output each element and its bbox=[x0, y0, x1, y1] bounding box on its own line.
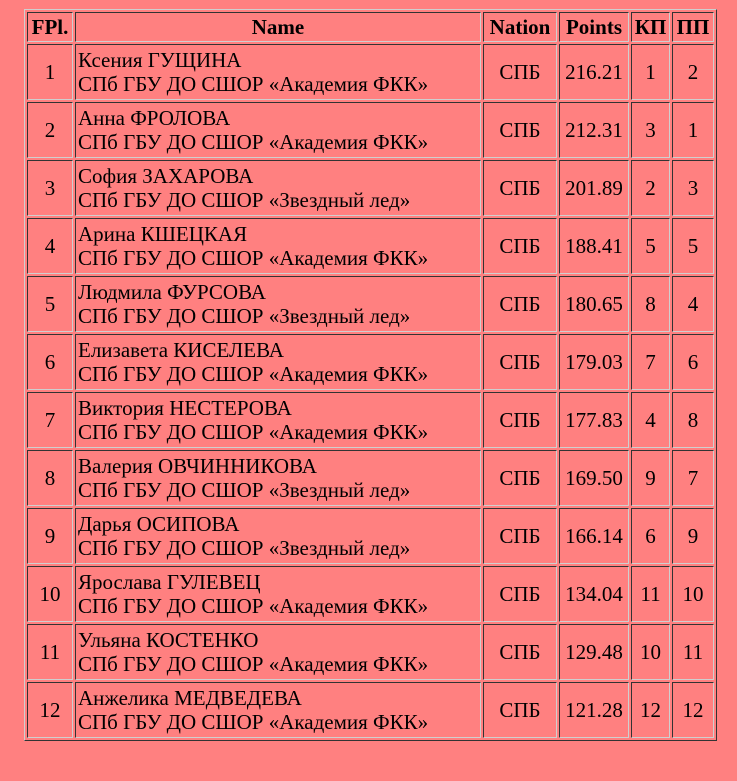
place-cell: 7 bbox=[27, 392, 73, 448]
name-cell bbox=[75, 624, 481, 680]
athlete-name: Анжелика МЕДВЕДЕВА bbox=[78, 686, 302, 710]
place-cell: 6 bbox=[27, 334, 73, 390]
table-row bbox=[27, 682, 714, 738]
club-name: СПб ГБУ ДО СШОР «Академия ФКК» bbox=[78, 362, 429, 386]
name-cell bbox=[75, 334, 481, 390]
nation-cell: СПБ bbox=[483, 44, 557, 100]
pp-cell: 5 bbox=[672, 218, 714, 274]
table-row bbox=[27, 566, 714, 622]
athlete-name: Арина КШЕЦКАЯ bbox=[78, 222, 248, 246]
points-cell: 166.14 bbox=[559, 508, 629, 564]
nation-cell: СПБ bbox=[483, 102, 557, 158]
points-cell: 180.65 bbox=[559, 276, 629, 332]
club-name: СПб ГБУ ДО СШОР «Академия ФКК» bbox=[78, 420, 429, 444]
points-cell: 212.31 bbox=[559, 102, 629, 158]
kp-cell: 9 bbox=[631, 450, 670, 506]
pp-cell: 4 bbox=[672, 276, 714, 332]
athlete-name: Валерия ОВЧИННИКОВА bbox=[78, 454, 317, 478]
pp-cell: 7 bbox=[672, 450, 714, 506]
club-name: СПб ГБУ ДО СШОР «Академия ФКК» bbox=[78, 710, 429, 734]
club-name: СПб ГБУ ДО СШОР «Академия ФКК» bbox=[78, 594, 429, 618]
points-cell: 201.89 bbox=[559, 160, 629, 216]
place-cell: 5 bbox=[27, 276, 73, 332]
kp-cell: 7 bbox=[631, 334, 670, 390]
place-cell: 2 bbox=[27, 102, 73, 158]
nation-cell: СПБ bbox=[483, 566, 557, 622]
pp-cell: 6 bbox=[672, 334, 714, 390]
kp-cell: 2 bbox=[631, 160, 670, 216]
pp-cell: 9 bbox=[672, 508, 714, 564]
kp-cell: 4 bbox=[631, 392, 670, 448]
place-cell: 10 bbox=[27, 566, 73, 622]
name-cell bbox=[75, 102, 481, 158]
nation-cell: СПБ bbox=[483, 508, 557, 564]
athlete-name: Ульяна КОСТЕНКО bbox=[78, 628, 259, 652]
table-row bbox=[27, 276, 714, 332]
table-row bbox=[27, 160, 714, 216]
name-cell bbox=[75, 392, 481, 448]
name-cell bbox=[75, 566, 481, 622]
club-name: СПб ГБУ ДО СШОР «Академия ФКК» bbox=[78, 130, 429, 154]
place-cell: 9 bbox=[27, 508, 73, 564]
points-cell: 188.41 bbox=[559, 218, 629, 274]
points-cell: 177.83 bbox=[559, 392, 629, 448]
table-row bbox=[27, 392, 714, 448]
pp-cell: 2 bbox=[672, 44, 714, 100]
nation-cell: СПБ bbox=[483, 276, 557, 332]
pp-cell: 1 bbox=[672, 102, 714, 158]
place-cell: 4 bbox=[27, 218, 73, 274]
nation-cell: СПБ bbox=[483, 392, 557, 448]
kp-cell: 1 bbox=[631, 44, 670, 100]
club-name: СПб ГБУ ДО СШОР «Звездный лед» bbox=[78, 536, 411, 560]
header-kp: КП bbox=[631, 12, 670, 42]
header-pp: ПП bbox=[672, 12, 714, 42]
kp-cell: 8 bbox=[631, 276, 670, 332]
club-name: СПб ГБУ ДО СШОР «Академия ФКК» bbox=[78, 72, 429, 96]
name-cell bbox=[75, 682, 481, 738]
pp-cell: 10 bbox=[672, 566, 714, 622]
name-cell bbox=[75, 218, 481, 274]
table-row bbox=[27, 102, 714, 158]
table-row bbox=[27, 218, 714, 274]
header-nation: Nation bbox=[483, 12, 557, 42]
pp-cell: 3 bbox=[672, 160, 714, 216]
club-name: СПб ГБУ ДО СШОР «Звездный лед» bbox=[78, 188, 411, 212]
points-cell: 121.28 bbox=[559, 682, 629, 738]
table-row bbox=[27, 44, 714, 100]
kp-cell: 10 bbox=[631, 624, 670, 680]
points-cell: 179.03 bbox=[559, 334, 629, 390]
pp-cell: 11 bbox=[672, 624, 714, 680]
place-cell: 1 bbox=[27, 44, 73, 100]
athlete-name: Дарья ОСИПОВА bbox=[78, 512, 240, 536]
nation-cell: СПБ bbox=[483, 682, 557, 738]
club-name: СПб ГБУ ДО СШОР «Академия ФКК» bbox=[78, 652, 429, 676]
athlete-name: Елизавета КИСЕЛЕВА bbox=[78, 338, 284, 362]
kp-cell: 3 bbox=[631, 102, 670, 158]
name-cell bbox=[75, 44, 481, 100]
points-cell: 134.04 bbox=[559, 566, 629, 622]
name-cell bbox=[75, 450, 481, 506]
place-cell: 12 bbox=[27, 682, 73, 738]
place-cell: 8 bbox=[27, 450, 73, 506]
place-cell: 11 bbox=[27, 624, 73, 680]
header-row bbox=[27, 12, 714, 42]
athlete-name: Виктория НЕСТЕРОВА bbox=[78, 396, 292, 420]
table-row bbox=[27, 450, 714, 506]
name-cell bbox=[75, 160, 481, 216]
name-cell bbox=[75, 508, 481, 564]
nation-cell: СПБ bbox=[483, 624, 557, 680]
kp-cell: 5 bbox=[631, 218, 670, 274]
points-cell: 129.48 bbox=[559, 624, 629, 680]
table-row bbox=[27, 334, 714, 390]
athlete-name: София ЗАХАРОВА bbox=[78, 164, 254, 188]
kp-cell: 11 bbox=[631, 566, 670, 622]
club-name: СПб ГБУ ДО СШОР «Звездный лед» bbox=[78, 478, 411, 502]
nation-cell: СПБ bbox=[483, 218, 557, 274]
athlete-name: Ксения ГУЩИНА bbox=[78, 48, 242, 72]
nation-cell: СПБ bbox=[483, 450, 557, 506]
points-cell: 169.50 bbox=[559, 450, 629, 506]
club-name: СПб ГБУ ДО СШОР «Звездный лед» bbox=[78, 304, 411, 328]
nation-cell: СПБ bbox=[483, 334, 557, 390]
results-table bbox=[24, 9, 717, 741]
nation-cell: СПБ bbox=[483, 160, 557, 216]
kp-cell: 12 bbox=[631, 682, 670, 738]
place-cell: 3 bbox=[27, 160, 73, 216]
pp-cell: 12 bbox=[672, 682, 714, 738]
header-fpl: FPl. bbox=[27, 12, 73, 42]
pp-cell: 8 bbox=[672, 392, 714, 448]
points-cell: 216.21 bbox=[559, 44, 629, 100]
table-row bbox=[27, 624, 714, 680]
club-name: СПб ГБУ ДО СШОР «Академия ФКК» bbox=[78, 246, 429, 270]
table-row bbox=[27, 508, 714, 564]
header-points: Points bbox=[559, 12, 629, 42]
athlete-name: Ярослава ГУЛЕВЕЦ bbox=[78, 570, 261, 594]
athlete-name: Анна ФРОЛОВА bbox=[78, 106, 231, 130]
athlete-name: Людмила ФУРСОВА bbox=[78, 280, 266, 304]
name-cell bbox=[75, 276, 481, 332]
kp-cell: 6 bbox=[631, 508, 670, 564]
header-name: Name bbox=[75, 12, 481, 42]
